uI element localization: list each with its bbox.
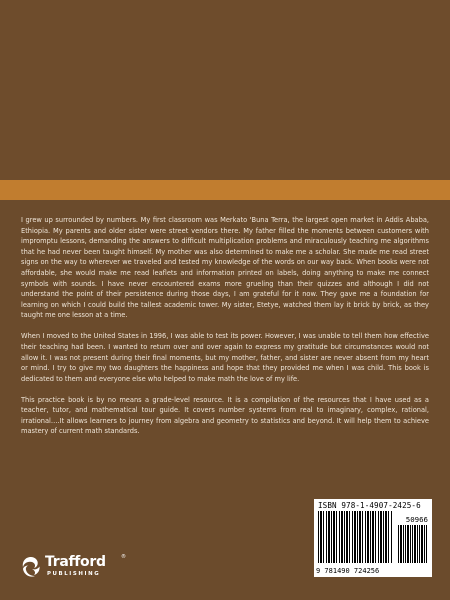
publisher-subtitle: PUBLISHING xyxy=(47,571,101,577)
barcode-digits: 9 781490 724256 xyxy=(316,567,380,575)
barcode-addon-bars xyxy=(398,525,428,563)
blurb-paragraph-3: This practice book is by no means a grade-level resource. It is a compilation of the resources that I have used as a teacher, tutor, and mathematical tour guide. It covers number systems from real to imaginary, complex, rational, irrational….It allows learners to journey from algebra and geometry to statistics and beyond. It will help them to achieve mastery of current math standards. xyxy=(21,395,429,436)
publisher-logo xyxy=(20,553,140,583)
isbn-barcode xyxy=(314,499,432,577)
isbn-label: ISBN 978-1-4907-2425-6 xyxy=(318,501,421,510)
blurb-paragraph-1: I grew up surrounded by numbers. My first classroom was Merkato 'Buna Terra, the largest open market in Addis Ababa, Ethiopia. My parents and older sister were street vendors there. My father filled the moments between customers with impromptu lessons, demanding the answers to difficult multiplication problems and miraculously teaching me algorithms that he had never been taught himself. My mother was also determined to make me a scholar. She made me read street signs on the way to wherever we traveled and tested my knowledge of the words on our way back. When books were not affordable, she would make me read leaflets and information printed on labels, doing anything to make me connect symbols with sounds. I have never encountered exams more grueling than their quizzes and although I did not understand the point of their persistence during those days, I am grateful for it now. They gave me a foundation for learning on which I could build the tallest academic tower. My sister, Etetye, watched them lay it brick by brick, as they taught me one lesson at a time. xyxy=(21,216,429,320)
registered-mark: ® xyxy=(121,554,126,560)
orange-accent-band xyxy=(0,180,450,200)
top-brown-panel xyxy=(0,0,450,180)
trafford-swirl-logo-icon xyxy=(20,555,42,579)
barcode-bars xyxy=(318,511,392,563)
blurb-paragraph-2: When I moved to the United States in 1996, I was able to test its power. However, I was unable to tell them how effective their teaching had been. I wanted to return over and over again to express my gratitude but circumstances would not allow it. I was not present during their final moments, but my mother, father, and sister are never absent from my heart or mind. I try to give my two daughters the happiness and hope that they provided me when I was child. This book is dedicated to them and everyone else who helped to make math the love of my life. xyxy=(21,332,429,383)
publisher-name: Trafford xyxy=(45,554,106,570)
price-code: 50966 xyxy=(405,515,428,524)
blurb-text xyxy=(21,215,429,447)
